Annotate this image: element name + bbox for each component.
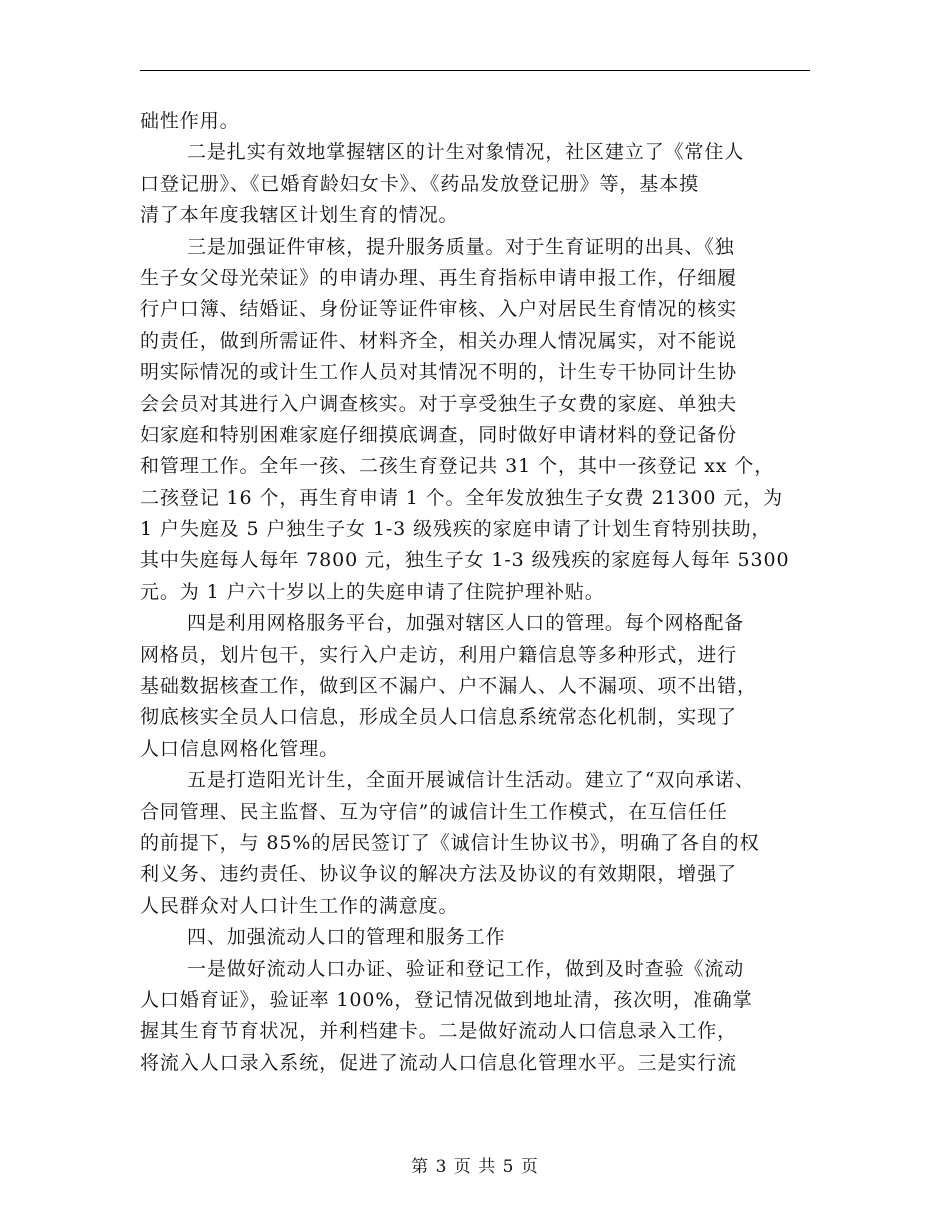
text-line: 口登记册》、《已婚育龄妇女卡》、《药品发放登记册》等，基本摸 xyxy=(140,172,700,195)
text-line: 人民群众对人口计生工作的满意度。 xyxy=(140,894,459,917)
text-line: 础性作用。 xyxy=(140,110,240,132)
text-line: 二是扎实有效地掌握辖区的计生对象情况，社区建立了《常住人 xyxy=(187,141,745,164)
text-line: 的责任，做到所需证件、材料齐全，相关办理人情况属实，对不能说 xyxy=(140,329,738,352)
text-line: 元。为 1 户六十岁以上的失庭申请了住院护理补贴。 xyxy=(140,580,605,603)
text-line: 网格员，划片包干，实行入户走访，利用户籍信息等多种形式，进行 xyxy=(140,643,738,666)
text-line: 生子女父母光荣证》的申请办理、再生育指标申请申报工作，仔细履 xyxy=(140,266,738,289)
text-line: 利义务、违约责任、协议争议的解决方法及协议的有效期限，增强了 xyxy=(140,863,738,886)
text-line: 1 户失庭及 5 户独生子女 1-3 级残疾的家庭申请了计划生育特别扶助， xyxy=(140,518,772,541)
text-line: 和管理工作。全年一孩、二孩生育登记共 31 个，其中一孩登记 xx 个， xyxy=(140,455,775,478)
text-line: 四是利用网格服务平台，加强对辖区人口的管理。每个网格配备 xyxy=(187,612,745,635)
text-line: 行户口簿、结婚证、身份证等证件审核、入户对居民生育情况的核实 xyxy=(140,298,738,321)
text-line: 四、加强流动人口的管理和服务工作 xyxy=(187,926,506,949)
text-line: 人口婚育证》，验证率 100%，登记情况做到地址清，孩次明，准确掌 xyxy=(140,988,753,1011)
text-line: 会会员对其进行入户调查核实。对于享受独生子女费的家庭、单独夫 xyxy=(140,392,738,415)
header-rule xyxy=(140,70,810,71)
text-line: 妇家庭和特别困难家庭仔细摸底调查，同时做好申请材料的登记备份 xyxy=(140,423,738,446)
text-line: 握其生育节育状况，并利档建卡。二是做好流动人口信息录入工作， xyxy=(140,1020,738,1043)
text-line: 五是打造阳光计生，全面开展诚信计生活动。建立了“双向承诺、 xyxy=(187,769,755,792)
page-number: 第 3 页 共 5 页 xyxy=(411,1157,539,1177)
text-line: 人口信息网格化管理。 xyxy=(140,737,340,760)
text-line: 三是加强证件审核，提升服务质量。对于生育证明的出具、《独 xyxy=(187,235,735,258)
document-body xyxy=(140,106,812,1079)
text-line: 合同管理、民主监督、互为守信”的诚信计生工作模式，在互信任任 xyxy=(140,800,728,823)
text-line: 二孩登记 16 个，再生育申请 1 个。全年发放独生子女费 21300 元，为 xyxy=(140,486,784,509)
text-line: 明实际情况的或计生工作人员对其情况不明的，计生专干协同计生协 xyxy=(140,361,738,384)
text-line: 清了本年度我辖区计划生育的情况。 xyxy=(140,204,459,227)
text-line: 其中失庭每人每年 7800 元，独生子女 1-3 级残疾的家庭每人每年 5300 xyxy=(140,549,790,572)
text-line: 的前提下，与 85%的居民签订了《诚信计生协议书》，明确了各自的权 xyxy=(140,831,760,854)
text-line: 彻底核实全员人口信息，形成全员人口信息系统常态化机制，实现了 xyxy=(140,706,738,729)
text-line: 将流入人口录入系统，促进了流动人口信息化管理水平。三是实行流 xyxy=(140,1051,738,1074)
text-line: 一是做好流动人口办证、验证和登记工作，做到及时查验《流动 xyxy=(187,957,745,980)
text-line: 基础数据核查工作，做到区不漏户、户不漏人、人不漏项、项不出错， xyxy=(140,675,757,698)
